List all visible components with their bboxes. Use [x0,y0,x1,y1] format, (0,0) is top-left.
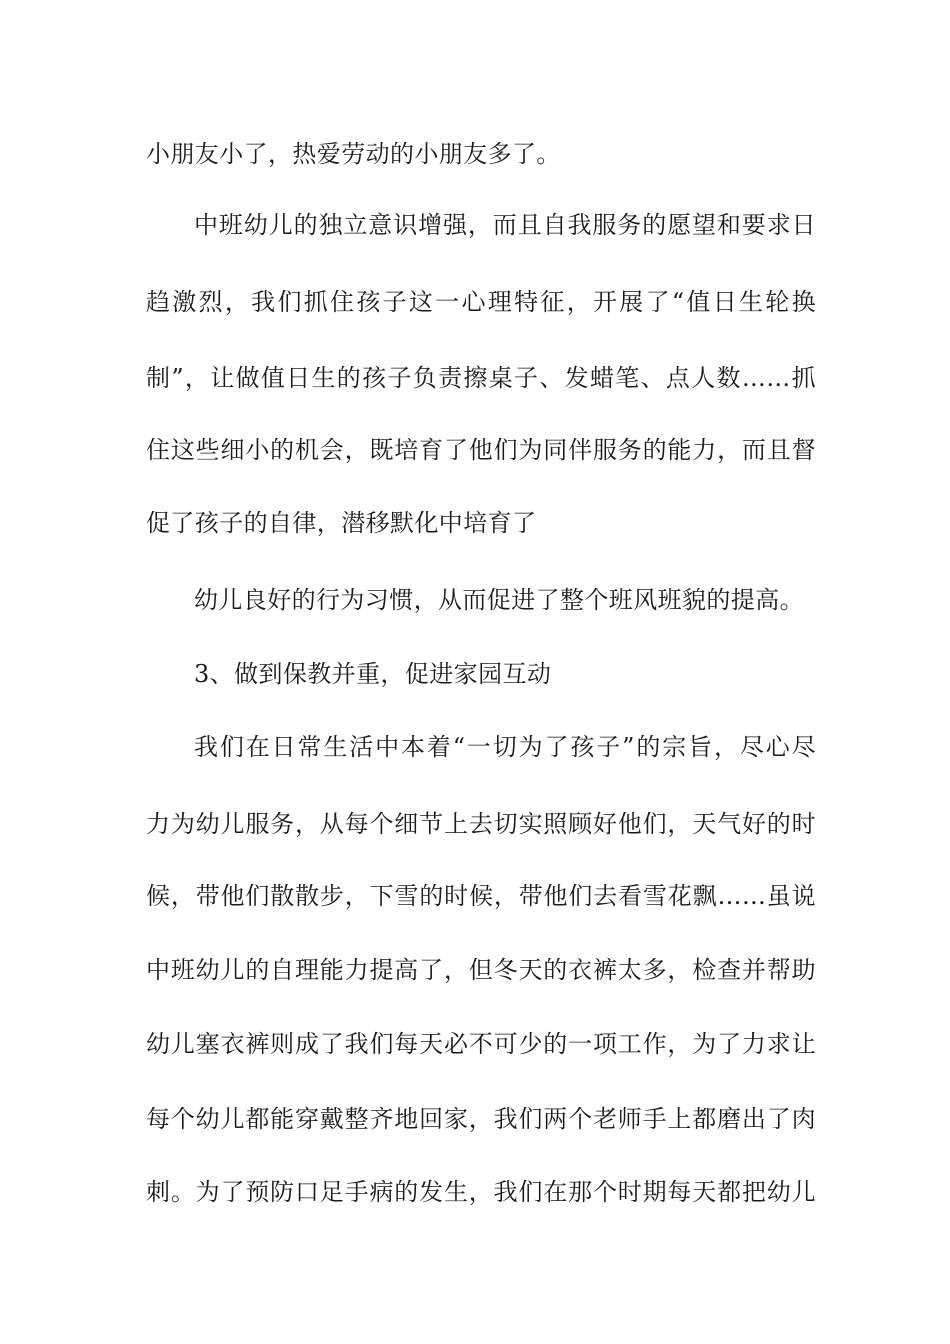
text-line: 制”，让做值日生的孩子负责擦桌子、发蜡笔、点人数……抓 [146,364,816,392]
text-line: 趋激烈，我们抓住孩子这一心理特征，开展了“值日生轮换 [146,288,816,316]
section-heading: 3、做到保教并重，促进家园互动 [194,660,552,688]
text-line: 候，带他们散散步，下雪的时候，带他们去看雪花飘……虽说 [146,882,816,910]
text-line: 中班幼儿的独立意识增强，而且自我服务的愿望和要求日 [194,211,816,239]
text-line: 幼儿良好的行为习惯，从而促进了整个班风班貌的提高。 [194,586,804,614]
text-line: 刺。为了预防口足手病的发生，我们在那个时期每天都把幼儿 [146,1178,816,1206]
text-line: 我们在日常生活中本着“一切为了孩子”的宗旨，尽心尽 [194,733,816,761]
text-line: 力为幼儿服务，从每个细节上去切实照顾好他们，天气好的时 [146,810,816,838]
text-line: 促了孩子的自律，潜移默化中培育了 [146,509,537,537]
text-line: 中班幼儿的自理能力提高了，但冬天的衣裤太多，检查并帮助 [146,956,816,984]
text-line: 住这些细小的机会，既培育了他们为同伴服务的能力，而且督 [146,436,816,464]
text-line: 每个幼儿都能穿戴整齐地回家，我们两个老师手上都磨出了肉 [146,1105,816,1133]
text-line: 幼儿塞衣裤则成了我们每天必不可少的一项工作，为了力求让 [146,1030,816,1058]
text-line: 小朋友小了，热爱劳动的小朋友多了。 [146,140,561,168]
